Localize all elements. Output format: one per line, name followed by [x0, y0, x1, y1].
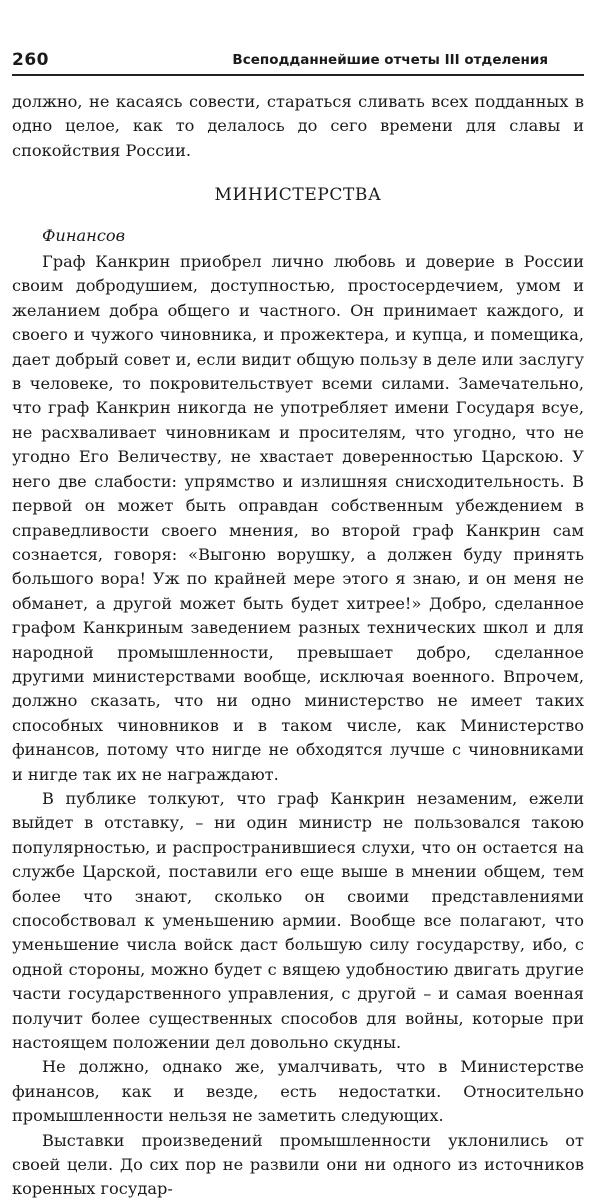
section-title: МИНИСТЕРСТВА: [214, 185, 382, 206]
paragraph-shortcomings: Не должно, однако же, умалчивать, что в Министерстве финансов, как и везде, есть недостатки. Относительно промышленности нельзя не заметить следующих.: [12, 1057, 584, 1126]
running-title: Всеподданнейшие отчеты III отделения: [232, 52, 548, 68]
subsection-title: Финансов: [42, 225, 126, 245]
paragraph-exhibitions: Выставки произведений промышленности уклонились от своей цели. До сих пор не развили они ни одного из источников коренных государ-: [12, 1130, 584, 1199]
opening-paragraph: должно, не касаясь совести, стараться сливать всех подданных в одно целое, как то делалось до сего времени для славы и спокойствия России.: [12, 92, 584, 160]
text-block: [12, 90, 584, 1202]
paragraph-public-opinion: В публике толкуют, что граф Канкрин незаменим, ежели выйдет в отставку, – ни один министр не пользовался такою популярностью, и распространившиеся слухи, что он остается на службе Царской, поставили его еще выше в мнении общем, тем более что знают, сколько он своими представлениями способствовал к уменьшению армии. Вообще все полагают, что уменьшение числа войск даст большую силу государству, ибо, с одной стороны, можно будет с вящею удобностию двигать другие части государственного управления, с другой – и самая военная получит более существенных способов для войны, которые при настоящем положении дел довольно скудны.: [12, 788, 584, 1053]
running-head: [12, 48, 584, 76]
page-number: 260: [12, 50, 49, 70]
paragraph-kankrin-character: Граф Канкрин приобрел лично любовь и доверие в России своим добродушием, доступностью, простосердечием, умом и желанием добра общего и частного. Он принимает каждого, и своего и чужого чиновника, и прожектера, и купца, и помещика, дает добрый совет и, если видит общую пользу в деле или заслугу в человеке, то покровительствует всеми силами. Замечательно, что граф Канкрин никогда не употребляет имени Государя всуе, не расхваливает чиновникам и просителям, что угодно, что не угодно Его Величеству, не хвастает доверенностью Царскою. У него две слабости: упрямство и излишняя снисходительность. В первой он может быть оправдан собственным убеждением в справедливости своего мнения, во второй граф Канкрин сам сознается, говоря: «Выгоню ворушку, а должен буду принять большого вора! Уж по крайней мере этого я знаю, и он меня не обманет, а другой может быть будет хитрее!» Добро, сделанное графом Канкриным заведением разных технических школ и для народной промышленности, превышает добро, сделанное другими министерствами вообще, исключая военного. Впрочем, должно сказать, что ни одно министерство не имеет таких способных чиновников и в таком числе, как Министерство финансов, потому что нигде не обходятся лучше с чиновниками и нигде так их не награждают.: [12, 252, 584, 784]
